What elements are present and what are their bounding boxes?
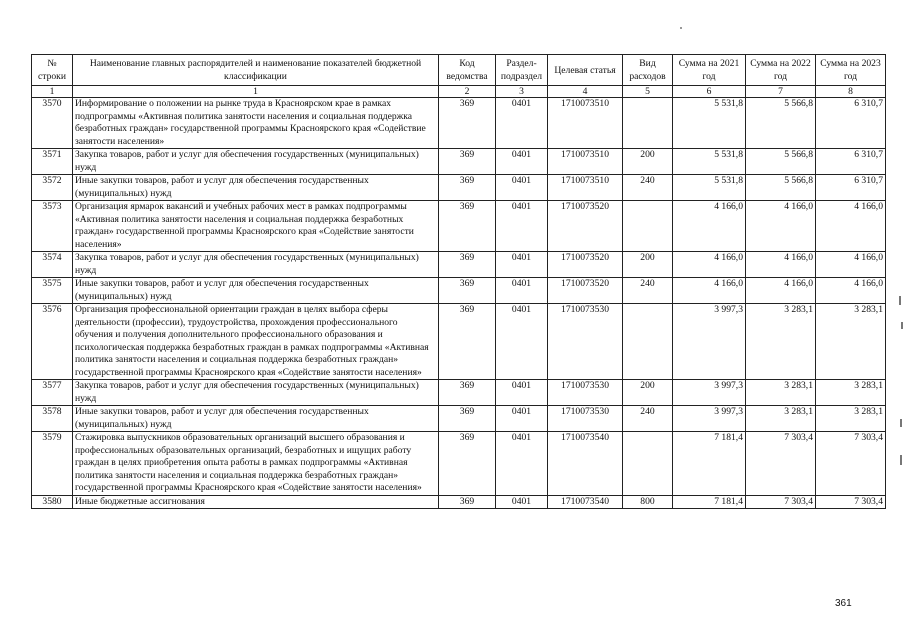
table-row (32, 304, 886, 380)
cell-name: Закупка товаров, работ и услуг для обеспечения государственных (муниципальных) нужд (73, 149, 439, 175)
cell-sum-2023: 3 283,1 (816, 380, 886, 406)
cell-dept-code: 369 (439, 495, 496, 509)
cell-section: 0401 (496, 278, 548, 304)
cell-target: 1710073520 (548, 201, 623, 252)
cell-sum-2023: 7 303,4 (816, 495, 886, 509)
cell-row-no: 3576 (32, 304, 73, 380)
column-number: 1 (73, 86, 439, 98)
cell-name: Организация профессиональной ориентации граждан в целях выбора сферы деятельности (профессии), трудоустройства, прохождения профессионального обучения и получения дополнительного профессионального образования и психологическая поддержка безработных граждан в рамках подпрограммы «Активная политика занятости населения и социальная поддержка безработных граждан» государственной программы Красноярского края «Содействие занятости населения» (73, 304, 439, 380)
cell-row-no: 3570 (32, 98, 73, 149)
cell-target: 1710073530 (548, 380, 623, 406)
cell-target: 1710073540 (548, 495, 623, 509)
header-sum-2022: Сумма на 2022 год (746, 55, 816, 86)
cell-sum-2023: 3 283,1 (816, 406, 886, 432)
column-number-row (32, 86, 886, 98)
cell-sum-2022: 5 566,8 (746, 175, 816, 201)
column-number: 7 (746, 86, 816, 98)
cell-section: 0401 (496, 495, 548, 509)
cell-dept-code: 369 (439, 380, 496, 406)
scan-edge-mark (899, 296, 901, 305)
cell-expense-type: 240 (623, 406, 673, 432)
cell-section: 0401 (496, 406, 548, 432)
cell-sum-2021: 3 997,3 (673, 406, 746, 432)
header-section: Раздел-подраздел (496, 55, 548, 86)
cell-name: Закупка товаров, работ и услуг для обеспечения государственных (муниципальных) нужд (73, 380, 439, 406)
table-row (32, 252, 886, 278)
cell-target: 1710073520 (548, 278, 623, 304)
cell-name: Иные закупки товаров, работ и услуг для обеспечения государственных (муниципальных) нужд (73, 278, 439, 304)
table-row (32, 278, 886, 304)
cell-dept-code: 369 (439, 252, 496, 278)
cell-sum-2022: 7 303,4 (746, 495, 816, 509)
table-row (32, 98, 886, 149)
table-header-row (32, 55, 886, 86)
cell-sum-2021: 5 531,8 (673, 98, 746, 149)
cell-sum-2021: 4 166,0 (673, 252, 746, 278)
cell-row-no: 3573 (32, 201, 73, 252)
cell-row-no: 3571 (32, 149, 73, 175)
column-number: 4 (548, 86, 623, 98)
cell-section: 0401 (496, 98, 548, 149)
cell-sum-2021: 4 166,0 (673, 201, 746, 252)
cell-name: Иные закупки товаров, работ и услуг для обеспечения государственных (муниципальных) нужд (73, 175, 439, 201)
table-row (32, 432, 886, 496)
cell-row-no: 3577 (32, 380, 73, 406)
cell-dept-code: 369 (439, 175, 496, 201)
cell-sum-2023: 6 310,7 (816, 175, 886, 201)
cell-expense-type (623, 432, 673, 496)
cell-dept-code: 369 (439, 432, 496, 496)
header-sum-2023: Сумма на 2023 год (816, 55, 886, 86)
cell-target: 1710073530 (548, 304, 623, 380)
column-number: 5 (623, 86, 673, 98)
table-row (32, 406, 886, 432)
scan-speck (680, 27, 682, 29)
cell-name: Организация ярмарок вакансий и учебных рабочих мест в рамках подпрограммы «Активная политика занятости населения и социальная поддержка безработных граждан» государственной программы Красноярского края «Содействие занятости населения» (73, 201, 439, 252)
cell-name: Иные закупки товаров, работ и услуг для обеспечения государственных (муниципальных) нужд (73, 406, 439, 432)
table-row (32, 149, 886, 175)
cell-sum-2021: 3 997,3 (673, 380, 746, 406)
cell-row-no: 3580 (32, 495, 73, 509)
cell-sum-2022: 3 283,1 (746, 304, 816, 380)
cell-sum-2022: 4 166,0 (746, 201, 816, 252)
column-number: 2 (439, 86, 496, 98)
cell-section: 0401 (496, 432, 548, 496)
page-number: 361 (835, 598, 852, 609)
cell-sum-2022: 3 283,1 (746, 406, 816, 432)
cell-target: 1710073520 (548, 252, 623, 278)
cell-name: Закупка товаров, работ и услуг для обеспечения государственных (муниципальных) нужд (73, 252, 439, 278)
cell-sum-2022: 4 166,0 (746, 278, 816, 304)
cell-section: 0401 (496, 175, 548, 201)
cell-sum-2022: 3 283,1 (746, 380, 816, 406)
cell-sum-2023: 4 166,0 (816, 201, 886, 252)
header-dept-code: Код ведомства (439, 55, 496, 86)
cell-name: Иные бюджетные ассигнования (73, 495, 439, 509)
cell-expense-type (623, 98, 673, 149)
cell-target: 1710073510 (548, 175, 623, 201)
cell-row-no: 3574 (32, 252, 73, 278)
table-row (32, 201, 886, 252)
cell-sum-2021: 3 997,3 (673, 304, 746, 380)
cell-section: 0401 (496, 252, 548, 278)
cell-section: 0401 (496, 304, 548, 380)
cell-dept-code: 369 (439, 304, 496, 380)
cell-sum-2022: 5 566,8 (746, 98, 816, 149)
cell-sum-2023: 4 166,0 (816, 252, 886, 278)
column-number: 3 (496, 86, 548, 98)
cell-section: 0401 (496, 149, 548, 175)
cell-expense-type: 240 (623, 278, 673, 304)
cell-dept-code: 369 (439, 98, 496, 149)
cell-expense-type (623, 304, 673, 380)
scan-edge-mark (900, 419, 902, 427)
cell-target: 1710073540 (548, 432, 623, 496)
cell-section: 0401 (496, 201, 548, 252)
cell-sum-2021: 7 181,4 (673, 432, 746, 496)
header-row-no: № строки (32, 55, 73, 86)
cell-dept-code: 369 (439, 149, 496, 175)
cell-section: 0401 (496, 380, 548, 406)
header-expense-type: Вид расходов (623, 55, 673, 86)
column-number: 6 (673, 86, 746, 98)
column-number: 8 (816, 86, 886, 98)
cell-sum-2021: 7 181,4 (673, 495, 746, 509)
cell-expense-type: 200 (623, 252, 673, 278)
cell-name: Информирование о положении на рынке труда в Красноярском крае в рамках подпрограммы «Активная политика занятости населения и социальная поддержка безработных граждан» государственной программы Красноярского края «Содействие занятости населения» (73, 98, 439, 149)
cell-dept-code: 369 (439, 406, 496, 432)
table-row (32, 380, 886, 406)
column-number: 1 (32, 86, 73, 98)
cell-sum-2023: 6 310,7 (816, 149, 886, 175)
table-body (32, 98, 886, 509)
budget-table (31, 54, 886, 509)
cell-target: 1710073510 (548, 98, 623, 149)
cell-row-no: 3575 (32, 278, 73, 304)
cell-sum-2023: 6 310,7 (816, 98, 886, 149)
table-row (32, 175, 886, 201)
cell-expense-type (623, 201, 673, 252)
cell-dept-code: 369 (439, 278, 496, 304)
cell-expense-type: 240 (623, 175, 673, 201)
cell-row-no: 3579 (32, 432, 73, 496)
header-sum-2021: Сумма на 2021 год (673, 55, 746, 86)
cell-dept-code: 369 (439, 201, 496, 252)
cell-sum-2021: 5 531,8 (673, 175, 746, 201)
cell-sum-2023: 3 283,1 (816, 304, 886, 380)
cell-sum-2023: 7 303,4 (816, 432, 886, 496)
cell-sum-2021: 5 531,8 (673, 149, 746, 175)
cell-expense-type: 200 (623, 149, 673, 175)
cell-expense-type: 200 (623, 380, 673, 406)
scan-edge-mark (901, 322, 903, 329)
cell-sum-2022: 5 566,8 (746, 149, 816, 175)
cell-target: 1710073510 (548, 149, 623, 175)
cell-sum-2023: 4 166,0 (816, 278, 886, 304)
cell-sum-2022: 4 166,0 (746, 252, 816, 278)
cell-sum-2021: 4 166,0 (673, 278, 746, 304)
cell-name: Стажировка выпускников образовательных организаций высшего образования и профессиональных образовательных организаций, безработных и ищущих работу граждан в целях приобретения опыта работы в рамках подпрограммы «Активная политика занятости населения и социальная поддержка безработных граждан» государственной программы Красноярского края «Содействие занятости населения» (73, 432, 439, 496)
cell-row-no: 3578 (32, 406, 73, 432)
cell-row-no: 3572 (32, 175, 73, 201)
cell-expense-type: 800 (623, 495, 673, 509)
table-row (32, 495, 886, 509)
header-name: Наименование главных распорядителей и наименование показателей бюджетной классификации (73, 55, 439, 86)
cell-target: 1710073530 (548, 406, 623, 432)
cell-sum-2022: 7 303,4 (746, 432, 816, 496)
header-target: Целевая статья (548, 55, 623, 86)
scan-edge-mark (900, 455, 902, 465)
